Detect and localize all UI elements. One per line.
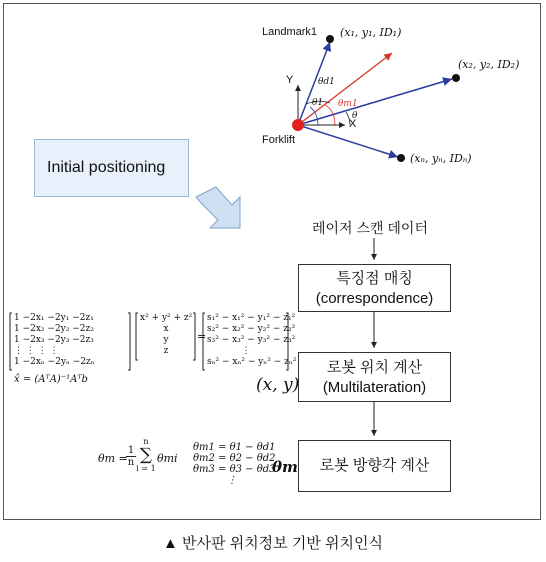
step2-subtitle: (Multilateration) bbox=[322, 379, 427, 396]
sum-upper: n bbox=[143, 437, 149, 446]
x-axis-label: X bbox=[349, 118, 357, 130]
vector-rhs bbox=[207, 313, 297, 368]
step1-title: 특징점 매칭 bbox=[336, 270, 413, 287]
matrix-row: 1 −2x₁ −2y₁ −2z₁ bbox=[14, 313, 94, 323]
figure-caption: ▲ 반사판 위치정보 기반 위치인식 bbox=[163, 535, 383, 552]
theta-row: θm2 = θ2 − θd2 bbox=[193, 453, 276, 464]
vector-row: y bbox=[163, 335, 169, 345]
vector-row: z bbox=[163, 346, 169, 356]
vector-row: x bbox=[163, 324, 169, 334]
matrix-row: 1 −2x₃ −2y₃ −2z₃ bbox=[14, 335, 94, 345]
theta-rows bbox=[193, 442, 276, 486]
theta-mean-term: θmi bbox=[157, 452, 178, 465]
theta-m1-label: θm1 bbox=[338, 99, 358, 109]
landmark1-coord: (x₁, y₁, ID₁) bbox=[340, 26, 402, 39]
output-theta: θm bbox=[272, 458, 298, 476]
vector-unknowns bbox=[140, 313, 192, 357]
fraction-denominator: n bbox=[127, 457, 135, 468]
theta-d1-label: θd1 bbox=[318, 77, 335, 87]
flow-input-label: 레이저 스캔 데이터 bbox=[312, 220, 428, 236]
initial-positioning-box: Initial positioning bbox=[34, 139, 189, 197]
rhs-row: sₙ² − xₙ² − yₙ² − zₙ² bbox=[207, 357, 297, 367]
matrix-a bbox=[14, 313, 95, 368]
theta-row: θm1 = θ1 − θd1 bbox=[193, 442, 276, 453]
matrix-row: 1 −2x₂ −2y₂ −2z₂ bbox=[14, 324, 94, 334]
step2-title: 로봇 위치 계산 bbox=[326, 359, 423, 376]
theta-row: θm3 = θ3 − θd3 bbox=[193, 464, 276, 475]
rhs-row: s₁² − x₁² − y₁² − z₁² bbox=[207, 313, 296, 323]
step1-subtitle: (correspondence) bbox=[315, 290, 434, 307]
y-axis-label: Y bbox=[286, 74, 294, 86]
theta-row: ⋮ bbox=[227, 475, 237, 486]
theta-mean-fraction bbox=[126, 445, 136, 468]
step3-title: 로봇 방향각 계산 bbox=[319, 457, 430, 474]
equals-sign: = bbox=[197, 330, 207, 343]
sigma-icon: ∑ bbox=[139, 445, 153, 465]
sum-lower: i = 1 bbox=[136, 464, 156, 473]
landmark2-coord: (x₂, y₂, ID₂) bbox=[458, 58, 520, 71]
landmarkn-coord: (xₙ, yₙ, IDₙ) bbox=[410, 152, 472, 165]
least-squares-solution: x̂ = (AᵀA)⁻¹Aᵀb bbox=[14, 374, 88, 385]
rhs-row: s₂² − x₂² − y₂² − z₂² bbox=[207, 324, 296, 334]
matrix-row: 1 −2xₙ −2yₙ −2zₙ bbox=[14, 357, 95, 367]
landmark1-label: Landmark1 bbox=[262, 26, 318, 38]
fraction-numerator: 1 bbox=[127, 445, 135, 456]
theta-1-label: θ1 bbox=[312, 98, 324, 108]
theta-mean-lhs: θm = bbox=[98, 452, 128, 465]
rhs-row: s₃² − x₃² − y₃² − z₃² bbox=[207, 335, 296, 345]
output-xy: (x, y) bbox=[256, 375, 300, 395]
vector-row: x² + y² + z² bbox=[140, 313, 193, 323]
theta-mean-sum bbox=[136, 437, 156, 474]
forklift-label: Forklift bbox=[262, 134, 295, 146]
theta-small-label: θ bbox=[352, 111, 358, 121]
rhs-row: ⋮ bbox=[241, 346, 251, 356]
matrix-row: ⋮ ⋮ ⋮ ⋮ bbox=[14, 346, 59, 356]
